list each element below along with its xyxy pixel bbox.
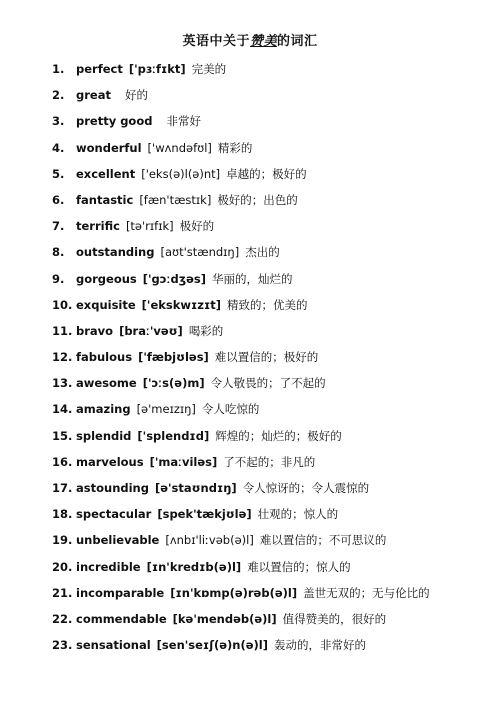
- entry-meaning: 极好的: [179, 219, 215, 234]
- entry-phonetic: [ə'meɪzɪŋ]: [136, 402, 196, 417]
- entry-word: incomparable: [76, 585, 165, 600]
- entry-meaning: 轰动的，非常好的: [273, 638, 366, 653]
- entry-word: wonderful: [76, 140, 142, 155]
- entry-word: awesome: [76, 376, 137, 391]
- entry-number: 19.: [52, 533, 73, 548]
- entry-word: incredible: [76, 559, 141, 574]
- entry-phonetic: ['maːviləs]: [149, 454, 218, 469]
- entry-meaning: 壮观的；惊人的: [257, 507, 339, 522]
- entry-number: 16.: [52, 454, 73, 469]
- entry-phonetic: [aʊt'stændɪŋ]: [160, 245, 240, 260]
- entry-meaning: 杰出的: [245, 245, 280, 260]
- list-item: [52, 475, 480, 501]
- list-item: [52, 606, 480, 632]
- entry-meaning: 精彩的: [217, 140, 253, 155]
- list-item: [52, 292, 480, 318]
- entry-meaning: 盖世无双的；无与伦比的: [303, 585, 430, 600]
- entry-meaning: 难以置信的；不可思议的: [259, 533, 387, 548]
- entry-meaning: 华丽的，灿烂的: [211, 271, 293, 286]
- entry-number: 3.: [52, 114, 65, 129]
- list-item: [52, 344, 480, 370]
- entry-word: marvelous: [76, 454, 144, 469]
- entry-number: 12.: [52, 350, 73, 365]
- vocabulary-list: [52, 56, 480, 658]
- entry-number: 9.: [52, 271, 65, 286]
- entry-phonetic: [fæn'tæstɪk]: [139, 192, 212, 207]
- entry-word: unbelievable: [76, 533, 160, 548]
- entry-phonetic: ['pɜːfɪkt]: [128, 62, 186, 76]
- entry-phonetic: [sen'seɪʃ(ə)n(ə)l]: [156, 638, 268, 653]
- entry-meaning: 了不起的；非凡的: [223, 454, 316, 469]
- entry-phonetic: ['wʌndəfʊl]: [147, 140, 212, 155]
- list-item: [52, 632, 480, 658]
- entry-word: excellent: [76, 166, 136, 181]
- page-title: [0, 30, 500, 49]
- entry-word: exquisite: [76, 297, 136, 312]
- entry-word: amazing: [76, 402, 131, 417]
- entry-number: 8.: [52, 245, 65, 260]
- list-item: [52, 318, 480, 344]
- entry-word: commendable: [76, 611, 167, 626]
- entry-phonetic: ['splendɪd]: [137, 428, 210, 443]
- entry-number: 13.: [52, 376, 73, 391]
- entry-number: 17.: [52, 481, 73, 495]
- entry-meaning: 好的: [124, 88, 148, 103]
- entry-meaning: 极好的；出色的: [217, 192, 298, 207]
- list-item: [52, 423, 480, 449]
- entry-word: fantastic: [76, 192, 134, 207]
- title-emphasis: 赞美: [249, 34, 277, 49]
- entry-phonetic: ['eks(ə)l(ə)nt]: [141, 166, 221, 181]
- entry-meaning: 难以置信的；惊人的: [247, 559, 351, 574]
- entry-phonetic: [ɪn'kɒmp(ə)rəb(ə)l]: [170, 585, 298, 600]
- entry-phonetic: [braː'vəʊ]: [119, 323, 183, 338]
- entry-word: bravo: [76, 323, 114, 338]
- entry-number: 10.: [52, 297, 73, 312]
- entry-meaning: 令人惊讶的；令人震惊的: [242, 481, 370, 495]
- list-item: [52, 449, 480, 475]
- entry-word: gorgeous: [76, 271, 137, 286]
- list-item: [52, 527, 480, 553]
- entry-number: 11.: [52, 323, 73, 338]
- entry-number: 14.: [52, 402, 73, 417]
- entry-word: astounding: [76, 481, 149, 495]
- entry-phonetic: ['fæbjʊləs]: [138, 350, 209, 365]
- list-item: [52, 187, 480, 213]
- entry-phonetic: [ɪn'kredɪb(ə)l]: [146, 559, 242, 574]
- entry-word: pretty good: [76, 114, 153, 129]
- list-item: [52, 580, 480, 606]
- list-item: [52, 56, 480, 82]
- list-item: [52, 370, 480, 396]
- entry-number: 22.: [52, 611, 73, 626]
- entry-number: 23.: [52, 638, 73, 653]
- entry-meaning: 精致的；优美的: [227, 297, 308, 312]
- list-item: [52, 135, 480, 161]
- entry-meaning: 难以置信的；极好的: [214, 350, 319, 365]
- entry-meaning: 值得赞美的，很好的: [282, 611, 387, 626]
- list-item: [52, 82, 480, 108]
- entry-word: terrific: [76, 219, 120, 234]
- list-item: [52, 501, 480, 527]
- entry-number: 20.: [52, 559, 73, 574]
- entry-phonetic: [spek'tækjʊlə]: [157, 507, 252, 522]
- entry-meaning: 完美的: [191, 62, 227, 76]
- entry-word: outstanding: [76, 245, 155, 260]
- entry-phonetic: [tə'rɪfɪk]: [125, 219, 174, 234]
- entry-meaning: 令人吃惊的: [201, 402, 260, 417]
- entry-word: splendid: [76, 428, 132, 443]
- entry-number: 5.: [52, 166, 65, 181]
- entry-number: 4.: [52, 140, 65, 155]
- entry-number: 15.: [52, 428, 73, 443]
- entry-phonetic: ['ɔːs(ə)m]: [142, 376, 205, 391]
- entry-meaning: 辉煌的；灿烂的；极好的: [215, 428, 342, 443]
- entry-meaning: 非常好: [166, 114, 201, 129]
- entry-word: perfect: [76, 62, 123, 76]
- list-item: [52, 554, 480, 580]
- entry-meaning: 卓越的；极好的: [226, 166, 307, 181]
- entry-meaning: 喝彩的: [188, 323, 224, 338]
- entry-number: 6.: [52, 192, 65, 207]
- entry-word: spectacular: [76, 507, 152, 522]
- list-item: [52, 108, 480, 134]
- entry-word: sensational: [76, 638, 151, 653]
- entry-word: great: [76, 88, 111, 103]
- title-prefix: 英语中关于: [182, 34, 250, 49]
- entry-word: fabulous: [76, 350, 133, 365]
- entry-phonetic: [ʌnbɪ'liːvəb(ə)l]: [165, 533, 254, 548]
- entry-number: 7.: [52, 219, 65, 234]
- entry-number: 21.: [52, 585, 73, 600]
- list-item: [52, 239, 480, 265]
- list-item: [52, 396, 480, 422]
- entry-meaning: 令人敬畏的；了不起的: [210, 376, 326, 391]
- entry-phonetic: ['ekskwɪzɪt]: [141, 297, 222, 312]
- entry-number: 1.: [52, 62, 65, 76]
- list-item: [52, 266, 480, 292]
- title-suffix: 的词汇: [277, 34, 318, 49]
- entry-number: 18.: [52, 507, 73, 522]
- list-item: [52, 161, 480, 187]
- entry-phonetic: [ə'staʊndɪŋ]: [154, 481, 237, 495]
- entry-phonetic: [kə'mendəb(ə)l]: [172, 611, 277, 626]
- list-item: [52, 213, 480, 239]
- entry-phonetic: ['gɔːdʒəs]: [142, 271, 206, 286]
- entry-number: 2.: [52, 88, 65, 103]
